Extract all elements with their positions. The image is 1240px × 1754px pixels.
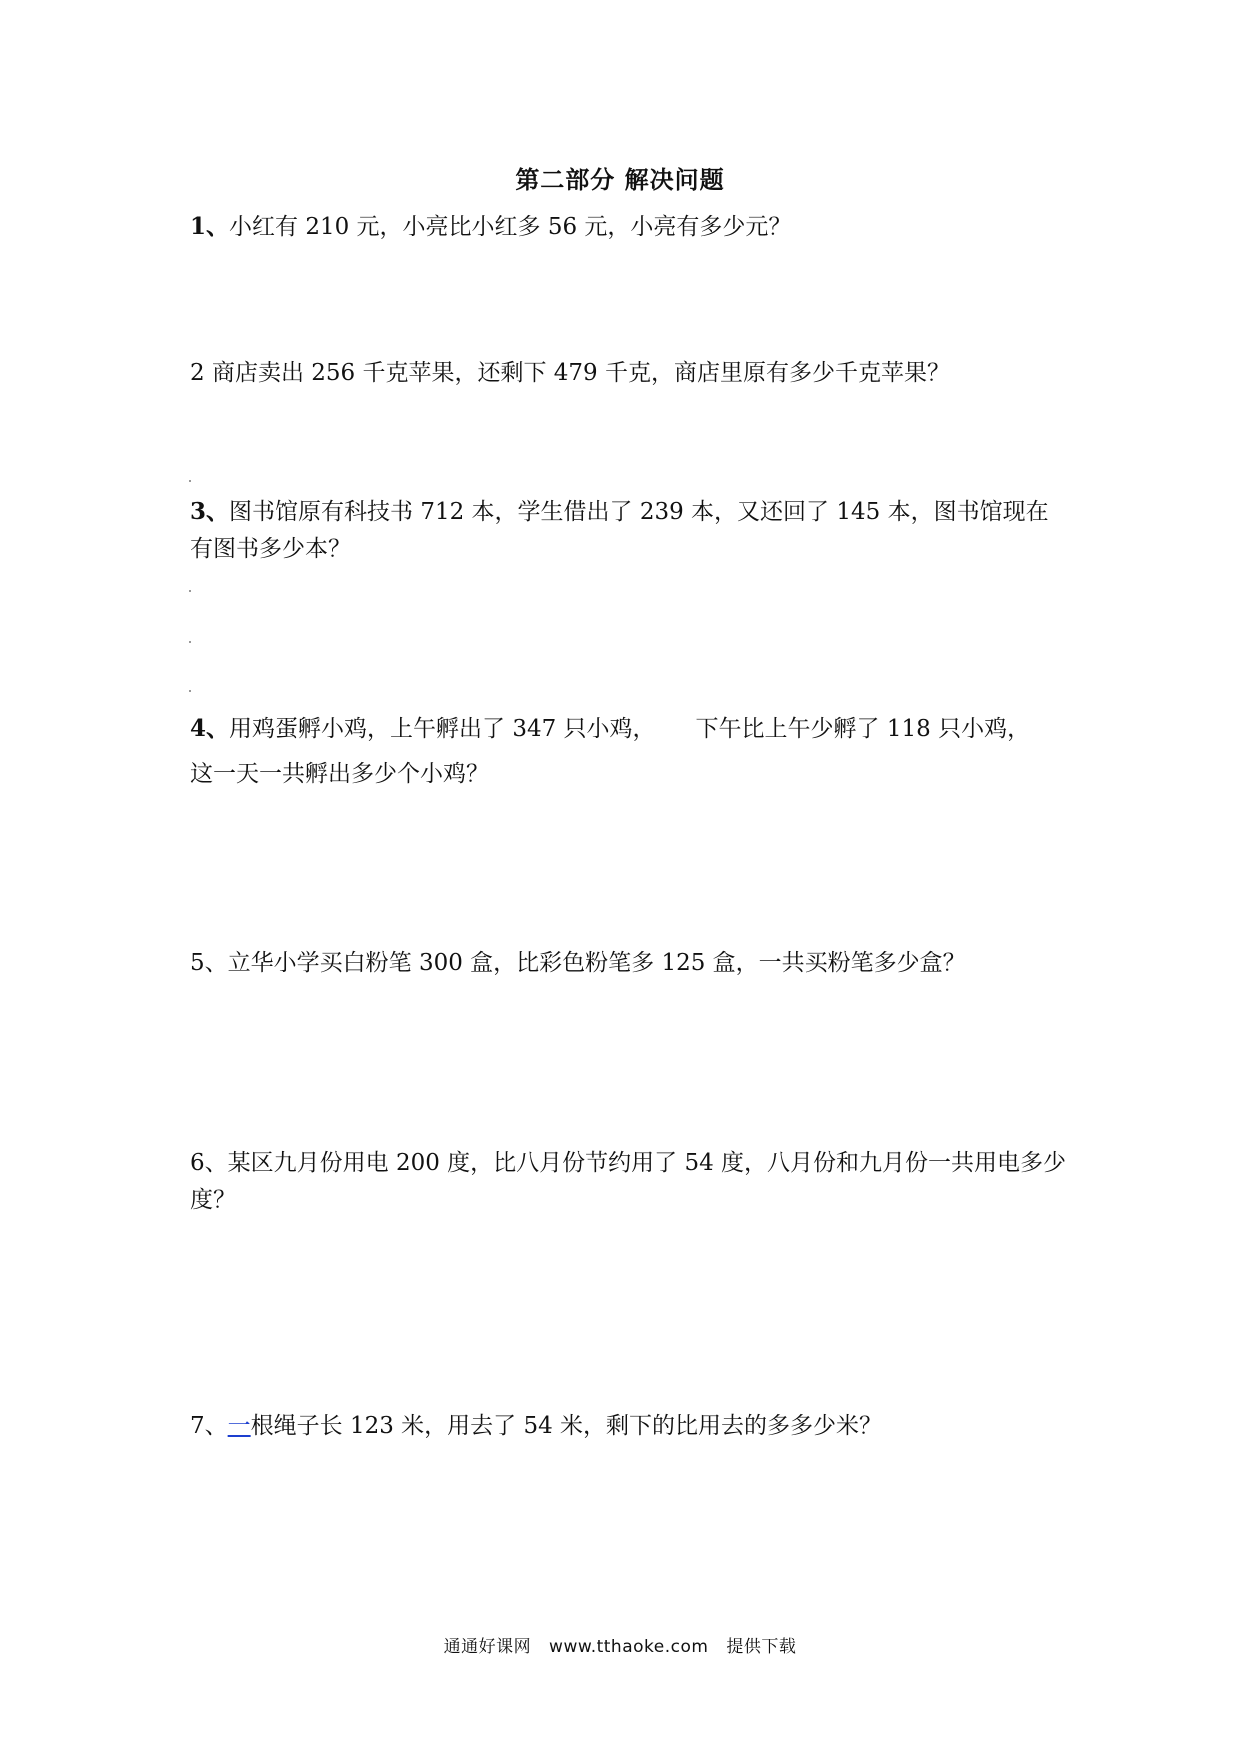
question-number: 1 (190, 213, 207, 240)
page-footer (0, 1632, 1240, 1657)
question-separator: 、 (204, 950, 228, 976)
section-title: 第二部分 解决问题 (515, 166, 725, 194)
footer-website: www.tthaoke.com (549, 1637, 709, 1657)
question-text-part-c: 这一天一共孵出多少个小鸡？ (190, 761, 489, 787)
question-number: 2 (190, 360, 205, 386)
question-1 (190, 208, 1070, 246)
question-separator: 、 (204, 1150, 228, 1176)
stray-mark (189, 480, 191, 482)
question-text: 立华小学买白粉笔 300 盒，比彩色粉笔多 125 盒，一共买粉笔多少盒？ (227, 950, 966, 976)
footer-brand: 通通好课网 (443, 1637, 532, 1657)
question-separator: 、 (206, 715, 230, 742)
question-text: 图书馆原有科技书 712 本，学生借出了 239 本，又还回了 145 本，图书馆现在有图书多少本？ (190, 499, 1049, 562)
footer-note: 提供下载 (726, 1637, 797, 1657)
question-text: 小红有 210 元，小亮比小红多 56 元，小亮有多少元？ (229, 214, 792, 240)
question-separator: 、 (206, 498, 230, 525)
question-text: 某区九月份用电 200 度，比八月份节约用了 54 度，八月份和九月份一共用电多少度？ (190, 1150, 1067, 1213)
question-separator: 、 (206, 213, 230, 240)
question-number: 5 (190, 950, 205, 976)
question-text-part-b: 下午比上午少孵了 118 只小鸡， (695, 716, 1031, 742)
question-4 (190, 710, 1070, 793)
question-number: 6 (190, 1150, 205, 1176)
question-6 (190, 1145, 1070, 1219)
question-5 (190, 945, 1070, 982)
stray-mark (189, 641, 191, 643)
question-text: 商店卖出 256 千克苹果，还剩下 479 千克，商店里原有多少千克苹果？ (204, 360, 950, 386)
question-text-part-a: 用鸡蛋孵小鸡，上午孵出了 347 只小鸡， (229, 716, 656, 742)
question-3 (190, 493, 1070, 568)
stray-mark (189, 690, 191, 692)
stray-mark (189, 590, 191, 592)
question-number: 4 (190, 715, 207, 742)
hyperlinked-character[interactable]: 一 (227, 1413, 251, 1439)
question-number: 7 (190, 1413, 205, 1439)
question-7 (190, 1408, 1070, 1445)
question-number: 3 (190, 498, 207, 525)
question-separator: 、 (204, 1413, 228, 1439)
question-text: 根绳子长 123 米，用去了 54 米，剩下的比用去的多多少米？ (250, 1413, 883, 1439)
question-2 (190, 355, 1070, 392)
